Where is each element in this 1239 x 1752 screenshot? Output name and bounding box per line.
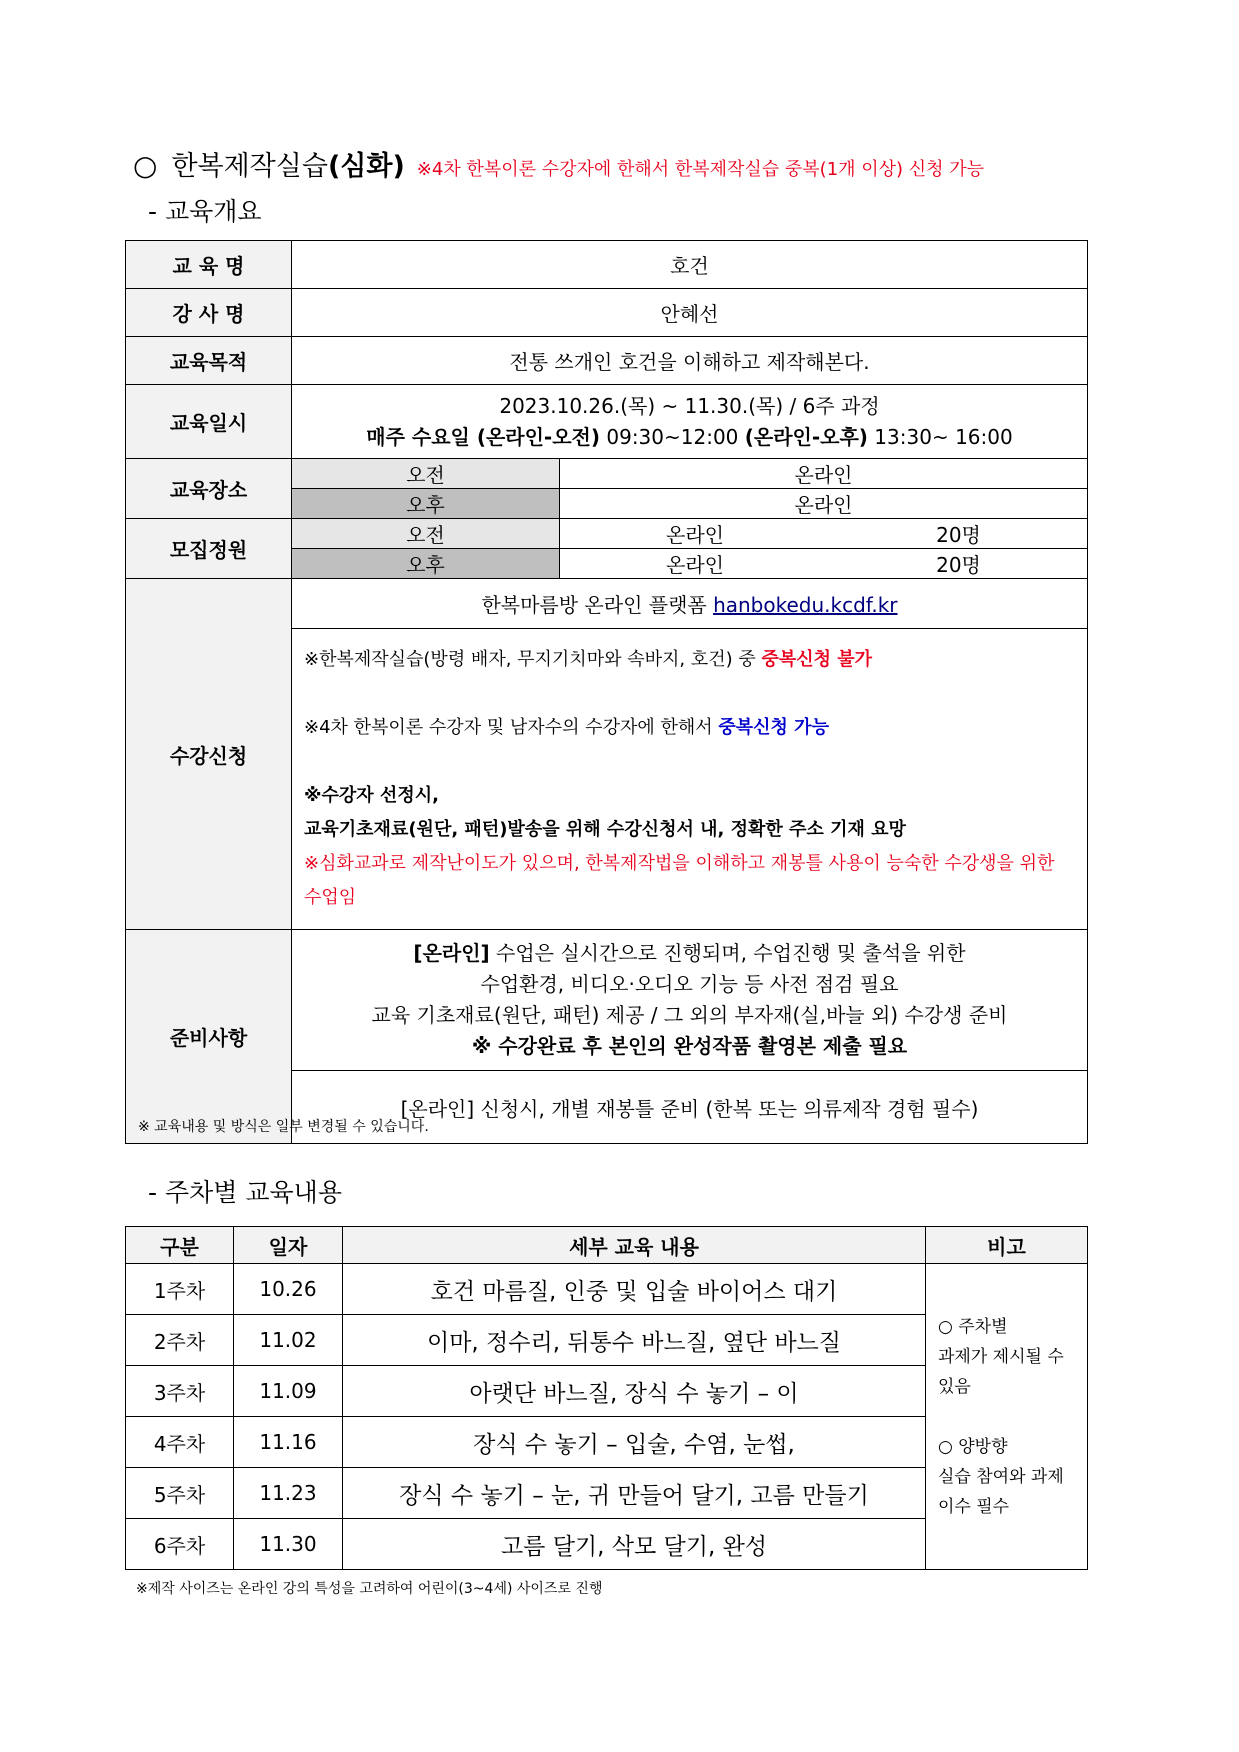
content-cell: 아랫단 바느질, 장식 수 놓기 – 이 <box>343 1366 926 1417</box>
course-value: 호건 <box>292 241 1088 289</box>
apply-platform: 한복마름방 온라인 플랫폼 hanbokedu.kcdf.kr <box>292 579 1088 629</box>
week-cell: 5주차 <box>126 1468 234 1519</box>
section-title <box>133 144 984 183</box>
instructor-value: 안혜선 <box>292 289 1088 337</box>
col-header-content: 세부 교육 내용 <box>343 1227 926 1264</box>
overview-heading: - 교육개요 <box>148 197 262 226</box>
content-cell: 장식 수 놓기 – 눈, 귀 만들어 달기, 고름 만들기 <box>343 1468 926 1519</box>
week-cell: 6주차 <box>126 1519 234 1570</box>
week-cell: 3주차 <box>126 1366 234 1417</box>
apply-note-3-title: ※수강자 선정시, <box>304 785 439 806</box>
week-cell: 1주차 <box>126 1264 234 1315</box>
apply-note-2: ※4차 한복이론 수강자 및 남자수의 수강자에 한해서 중복신청 가능 <box>304 717 829 738</box>
platform-link[interactable]: hanbokedu.kcdf.kr <box>713 593 898 617</box>
table-row <box>126 1264 1088 1315</box>
quota-pm-label: 오후 <box>292 549 560 579</box>
content-cell: 호건 마름질, 인중 및 입술 바이어스 대기 <box>343 1264 926 1315</box>
quota-value <box>292 519 1088 579</box>
prep-line-5: [온라인] 신청시, 개별 재봉틀 준비 (한복 또는 의류제작 경험 필수) <box>292 1071 1088 1144</box>
place-pm-value: 온라인 <box>794 493 853 517</box>
prep-line-1: [온라인] 수업은 실시간으로 진행되며, 수업진행 및 출석을 위한 <box>413 941 966 965</box>
quota-am-count: 20명 <box>830 519 1087 549</box>
weekly-footnote: ※제작 사이즈는 온라인 강의 특성을 고려하여 어린이(3~4세) 사이즈로 진행 <box>136 1581 603 1597</box>
remark-cell: ○ 주차별 과제가 제시될 수 있음 ○ 양방향 실습 참여와 과제 이수 필수 <box>926 1264 1088 1570</box>
date-cell: 11.30 <box>234 1519 343 1570</box>
apply-note-1: ※한복제작실습(방령 배자, 무지기치마와 속바지, 호건) 중 중복신청 불가 <box>304 649 873 670</box>
purpose-label: 교육목적 <box>126 337 292 385</box>
col-header-remark: 비고 <box>926 1227 1088 1264</box>
date-cell: 11.02 <box>234 1315 343 1366</box>
col-header-week: 구분 <box>126 1227 234 1264</box>
title-note: ※4차 한복이론 수강자에 한해서 한복제작실습 중복(1개 이상) 신청 가능 <box>416 159 985 180</box>
course-label: 교 육 명 <box>126 241 292 289</box>
place-label: 교육장소 <box>126 459 292 519</box>
date-cell: 11.16 <box>234 1417 343 1468</box>
place-value <box>292 459 1088 519</box>
prep-line-4: ※ 수강완료 후 본인의 완성작품 촬영본 제출 필요 <box>471 1034 908 1058</box>
circle-bullet-icon: ○ <box>133 149 158 182</box>
schedule-value <box>292 385 1088 459</box>
quota-pm-count: 20명 <box>936 553 981 577</box>
schedule-times: 매주 수요일 (온라인-오전) 09:30~12:00 (온라인-오후) 13:30~ 16:00 <box>366 424 1013 449</box>
schedule-label: 교육일시 <box>126 385 292 459</box>
prep-label: 준비사항 <box>126 930 292 1144</box>
apply-label: 수강신청 <box>126 579 292 930</box>
quota-am-type: 온라인 <box>560 519 831 549</box>
overview-footnote: ※ 교육내용 및 방식은 일부 변경될 수 있습니다. <box>138 1119 429 1135</box>
date-cell: 11.23 <box>234 1468 343 1519</box>
overview-table <box>125 240 1088 1144</box>
place-am-value: 온라인 <box>560 459 1088 489</box>
instructor-label: 강 사 명 <box>126 289 292 337</box>
purpose-value: 전통 쓰개인 호건을 이해하고 제작해본다. <box>292 337 1088 385</box>
weekly-table <box>125 1226 1088 1570</box>
content-cell: 장식 수 놓기 – 입술, 수염, 눈썹, <box>343 1417 926 1468</box>
schedule-dates: 2023.10.26.(목) ~ 11.30.(목) / 6주 과정 <box>499 393 880 418</box>
quota-label: 모집정원 <box>126 519 292 579</box>
weekly-heading: - 주차별 교육내용 <box>148 1178 342 1207</box>
week-cell: 4주차 <box>126 1417 234 1468</box>
content-cell: 이마, 정수리, 뒤통수 바느질, 옆단 바느질 <box>343 1315 926 1366</box>
title-level: (심화) <box>327 151 405 182</box>
prep-details <box>292 930 1088 1071</box>
date-cell: 11.09 <box>234 1366 343 1417</box>
col-header-date: 일자 <box>234 1227 343 1264</box>
title-main: 한복제작실습 <box>171 151 328 182</box>
apply-note-3-body: 교육기초재료(원단, 패턴)발송을 위해 수강신청서 내, 정확한 주소 기재 요망 <box>304 819 906 840</box>
apply-notes <box>292 629 1088 930</box>
quota-am-label: 오전 <box>292 519 560 549</box>
quota-pm-type: 온라인 <box>666 553 724 577</box>
prep-line-2: 수업환경, 비디오·오디오 기능 등 사전 점검 필요 <box>480 972 899 996</box>
place-pm-label: 오후 <box>292 489 560 519</box>
place-am-label: 오전 <box>292 459 560 489</box>
week-cell: 2주차 <box>126 1315 234 1366</box>
content-cell: 고름 달기, 삭모 달기, 완성 <box>343 1519 926 1570</box>
prep-line-3: 교육 기초재료(원단, 패턴) 제공 / 그 외의 부자재(실,바늘 외) 수강생 준비 <box>371 1003 1008 1027</box>
date-cell: 10.26 <box>234 1264 343 1315</box>
apply-note-4: ※심화교과로 제작난이도가 있으며, 한복제작법을 이해하고 재봉틀 사용이 능숙한 수강생을 위한 수업임 <box>304 853 1055 908</box>
